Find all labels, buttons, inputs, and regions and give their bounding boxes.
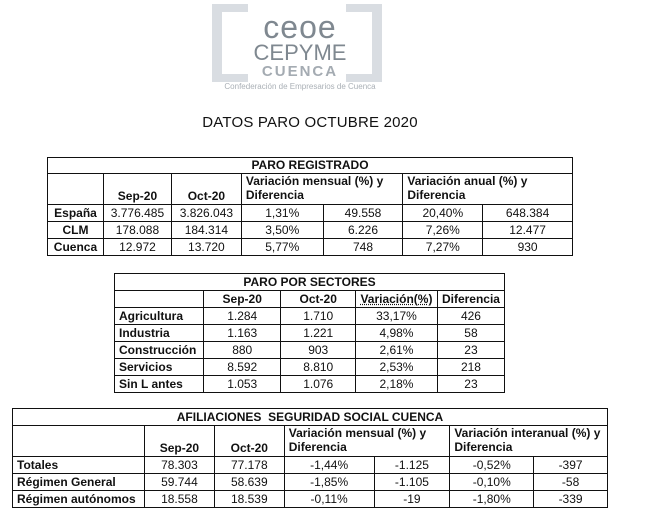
header-var-mensual: Variación mensual (%) y Diferencia [284,426,450,457]
row-label: Régimen General [13,474,145,491]
cell-var-m-dif: -1.125 [374,457,450,474]
cell-sep: 12.972 [103,239,171,256]
logo-tagline: Confederación de Empresarios de Cuenca [224,82,376,91]
header-empty [48,174,104,205]
table-row [48,222,573,239]
cell-var-m-pct: 3,50% [241,222,323,239]
table-row [48,205,573,222]
cell-var-i-pct: -1,80% [450,491,534,508]
header-oct: Oct-20 [214,426,284,457]
header-sep: Sep-20 [203,291,281,308]
afiliaciones-table [12,408,608,508]
table-row [13,474,608,491]
cell-variacion: 4,98% [355,325,437,342]
cell-diferencia: 58 [437,325,504,342]
cell-var-a-dif: 930 [483,239,573,256]
table-title: PARO REGISTRADO [48,158,573,174]
table-row [13,491,608,508]
cell-var-m-dif: 6.226 [323,222,403,239]
header-var-anual: Variación anual (%) y Diferencia [403,174,573,205]
cell-variacion: 2,61% [355,342,437,359]
header-row [13,426,608,457]
cell-oct: 1.221 [281,325,356,342]
paro-sectores-table [114,273,505,393]
header-var-interanual: Variación interanual (%) y Diferencia [450,426,608,457]
header-variacion-label: Variación(%) [360,291,433,306]
cell-sep: 880 [203,342,281,359]
cell-oct: 184.314 [171,222,241,239]
cell-var-m-dif: 49.558 [323,205,403,222]
ceoe-cepyme-cuenca-logo [212,4,388,96]
cell-variacion: 2,53% [355,359,437,376]
table-title-row [48,158,573,174]
table-row [48,239,573,256]
table-row [13,457,608,474]
cell-oct: 77.178 [214,457,284,474]
cell-sep: 178.088 [103,222,171,239]
cell-sep: 1.163 [203,325,281,342]
table-row [115,308,505,325]
table-row [115,359,505,376]
row-label: Industria [115,325,204,342]
logo-bracket-right-top [346,4,382,12]
logo-cuenca: CUENCA [261,63,339,80]
cell-diferencia: 218 [437,359,504,376]
table-title-label: AFILIACIONES SEGURIDAD SOCIAL CUENCA [176,409,444,424]
header-oct: Oct-20 [171,174,241,205]
cell-oct: 903 [281,342,356,359]
cell-var-i-dif: -397 [534,457,608,474]
cell-var-a-pct: 7,27% [403,239,483,256]
cell-oct: 3.826.043 [171,205,241,222]
cell-var-m-pct: 1,31% [241,205,323,222]
table-row [115,325,505,342]
header-var-mensual: Variación mensual (%) y Diferencia [241,174,403,205]
cell-var-m-dif: 748 [323,239,403,256]
row-label: CLM [48,222,104,239]
table-title [13,409,608,426]
cell-sep: 1.053 [203,376,281,393]
logo-cepyme: CEPYME [253,40,347,65]
cell-var-a-pct: 7,26% [403,222,483,239]
cell-var-m-pct: -0,11% [284,491,374,508]
cell-var-i-dif: -58 [534,474,608,491]
cell-sep: 1.284 [203,308,281,325]
row-label: España [48,205,104,222]
row-label: Régimen autónomos [13,491,145,508]
cell-sep: 18.558 [144,491,214,508]
header-empty [115,291,204,308]
cell-var-m-dif: -1.105 [374,474,450,491]
paro-registrado-table [47,157,573,256]
cell-oct: 8.810 [281,359,356,376]
cell-variacion: 33,17% [355,308,437,325]
cell-sep: 59.744 [144,474,214,491]
cell-var-a-dif: 648.384 [483,205,573,222]
header-row [115,291,505,308]
cell-diferencia: 23 [437,376,504,393]
cell-var-m-pct: 5,77% [241,239,323,256]
table-row [115,342,505,359]
cell-var-i-dif: -339 [534,491,608,508]
cell-var-a-pct: 20,40% [403,205,483,222]
cell-var-m-pct: -1,85% [284,474,374,491]
row-label: Servicios [115,359,204,376]
cell-oct: 1.710 [281,308,356,325]
header-sep: Sep-20 [103,174,171,205]
row-label: Cuenca [48,239,104,256]
table-row [115,376,505,393]
cell-sep: 78.303 [144,457,214,474]
row-label: Agricultura [115,308,204,325]
table-title-row [115,274,505,291]
logo-ceoe: ceoe [263,9,337,45]
header-sep: Sep-20 [144,426,214,457]
logo-bracket-left-top [212,4,248,12]
cell-sep: 8.592 [203,359,281,376]
cell-var-m-pct: -1,44% [284,457,374,474]
row-label: Construcción [115,342,204,359]
cell-var-m-dif: -19 [374,491,450,508]
cell-diferencia: 23 [437,342,504,359]
cell-var-i-pct: -0,52% [450,457,534,474]
header-row [48,174,573,205]
header-empty [13,426,145,457]
header-diferencia: Diferencia [437,291,504,308]
page-title: DATOS PARO OCTUBRE 2020 [202,114,418,131]
cell-var-a-dif: 12.477 [483,222,573,239]
cell-oct: 58.639 [214,474,284,491]
header-variacion [355,291,437,308]
cell-oct: 18.539 [214,491,284,508]
row-label: Sin L antes [115,376,204,393]
cell-variacion: 2,18% [355,376,437,393]
header-oct: Oct-20 [281,291,356,308]
cell-oct: 13.720 [171,239,241,256]
cell-diferencia: 426 [437,308,504,325]
table-title: PARO POR SECTORES [115,274,505,291]
cell-sep: 3.776.485 [103,205,171,222]
cell-var-i-pct: -0,10% [450,474,534,491]
row-label: Totales [13,457,145,474]
cell-oct: 1.076 [281,376,356,393]
table-title-row [13,409,608,426]
